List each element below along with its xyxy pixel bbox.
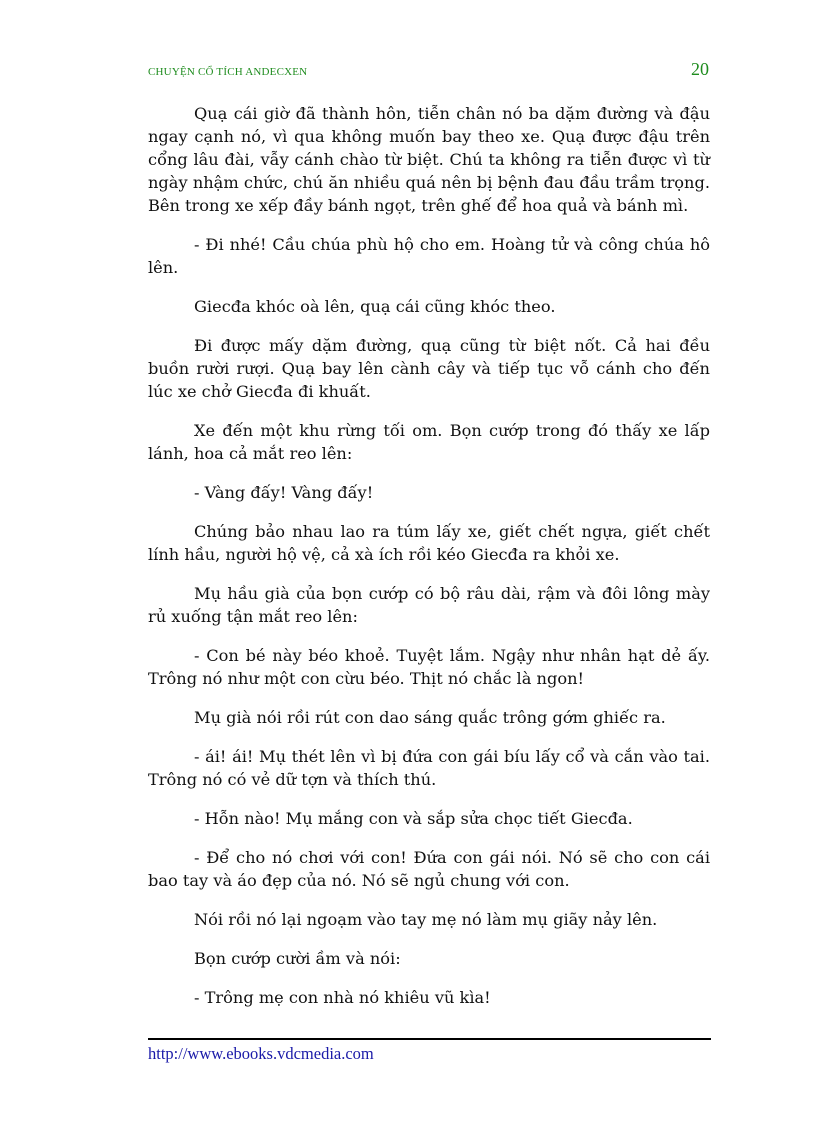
story-body (148, 102, 710, 1025)
paragraph: - Vàng đấy! Vàng đấy! (194, 483, 374, 502)
footer-url-link[interactable]: http://www.ebooks.vdcmedia.com (148, 1044, 374, 1063)
paragraph: Giecđa khóc oà lên, quạ cái cũng khóc theo. (194, 297, 556, 316)
paragraph: - Đi nhé! Cầu chúa phù hộ cho em. Hoàng tử và công chúa hô lên. (148, 235, 710, 277)
paragraph: Quạ cái giờ đã thành hôn, tiễn chân nó ba dặm đường và đậu ngay cạnh nó, vì qua không muốn bay theo xe. Quạ được đậu trên cổng lâu đài, vẫy cánh chào từ biệt. Chú ta không ra tiễn được vì từ ngày nhậm chức, chú ăn nhiều quá nên bị bệnh đau đầu trầm trọng. Bên trong xe xếp đầy bánh ngọt, trên ghế để hoa quả và bánh mì. (148, 104, 710, 215)
paragraph: Chúng bảo nhau lao ra túm lấy xe, giết chết ngựa, giết chết lính hầu, người hộ vệ, cả xà ích rồi kéo Giecđa ra khỏi xe. (148, 522, 710, 564)
running-header-title: CHUYỆN CỔ TÍCH ANDECXEN (148, 66, 308, 78)
paragraph: Nói rồi nó lại ngoạm vào tay mẹ nó làm mụ giãy nảy lên. (194, 910, 658, 929)
paragraph: - Hỗn nào! Mụ mắng con và sắp sửa chọc tiết Giecđa. (194, 809, 633, 828)
page-number: 20 (691, 59, 709, 79)
paragraph: Mụ hầu già của bọn cướp có bộ râu dài, rậm và đôi lông mày rủ xuống tận mắt reo lên: (148, 584, 710, 626)
paragraph: Đi được mấy dặm đường, quạ cũng từ biệt nốt. Cả hai đều buồn rười rượi. Quạ bay lên cành cây và tiếp tục vỗ cánh cho đến lúc xe chở Giecđa đi khuất. (148, 336, 710, 401)
paragraph: - Con bé này béo khoẻ. Tuyệt lắm. Ngậy như nhân hạt dẻ ấy. Trông nó như một con cừu béo. Thịt nó chắc là ngon! (148, 646, 710, 688)
paragraph: - ái! ái! Mụ thét lên vì bị đứa con gái bíu lấy cổ và cắn vào tai. Trông nó có vẻ dữ tợn và thích thú. (148, 747, 710, 789)
footer-divider (148, 1038, 711, 1040)
paragraph: - Trông mẹ con nhà nó khiêu vũ kìa! (194, 988, 491, 1007)
paragraph: Xe đến một khu rừng tối om. Bọn cướp trong đó thấy xe lấp lánh, hoa cả mắt reo lên: (148, 421, 710, 463)
paragraph: Bọn cướp cười ầm và nói: (194, 949, 401, 968)
paragraph: - Để cho nó chơi với con! Đứa con gái nói. Nó sẽ cho con cái bao tay và áo đẹp của nó. Nó sẽ ngủ chung với con. (148, 848, 710, 890)
paragraph: Mụ già nói rồi rút con dao sáng quắc trông gớm ghiếc ra. (194, 708, 666, 727)
